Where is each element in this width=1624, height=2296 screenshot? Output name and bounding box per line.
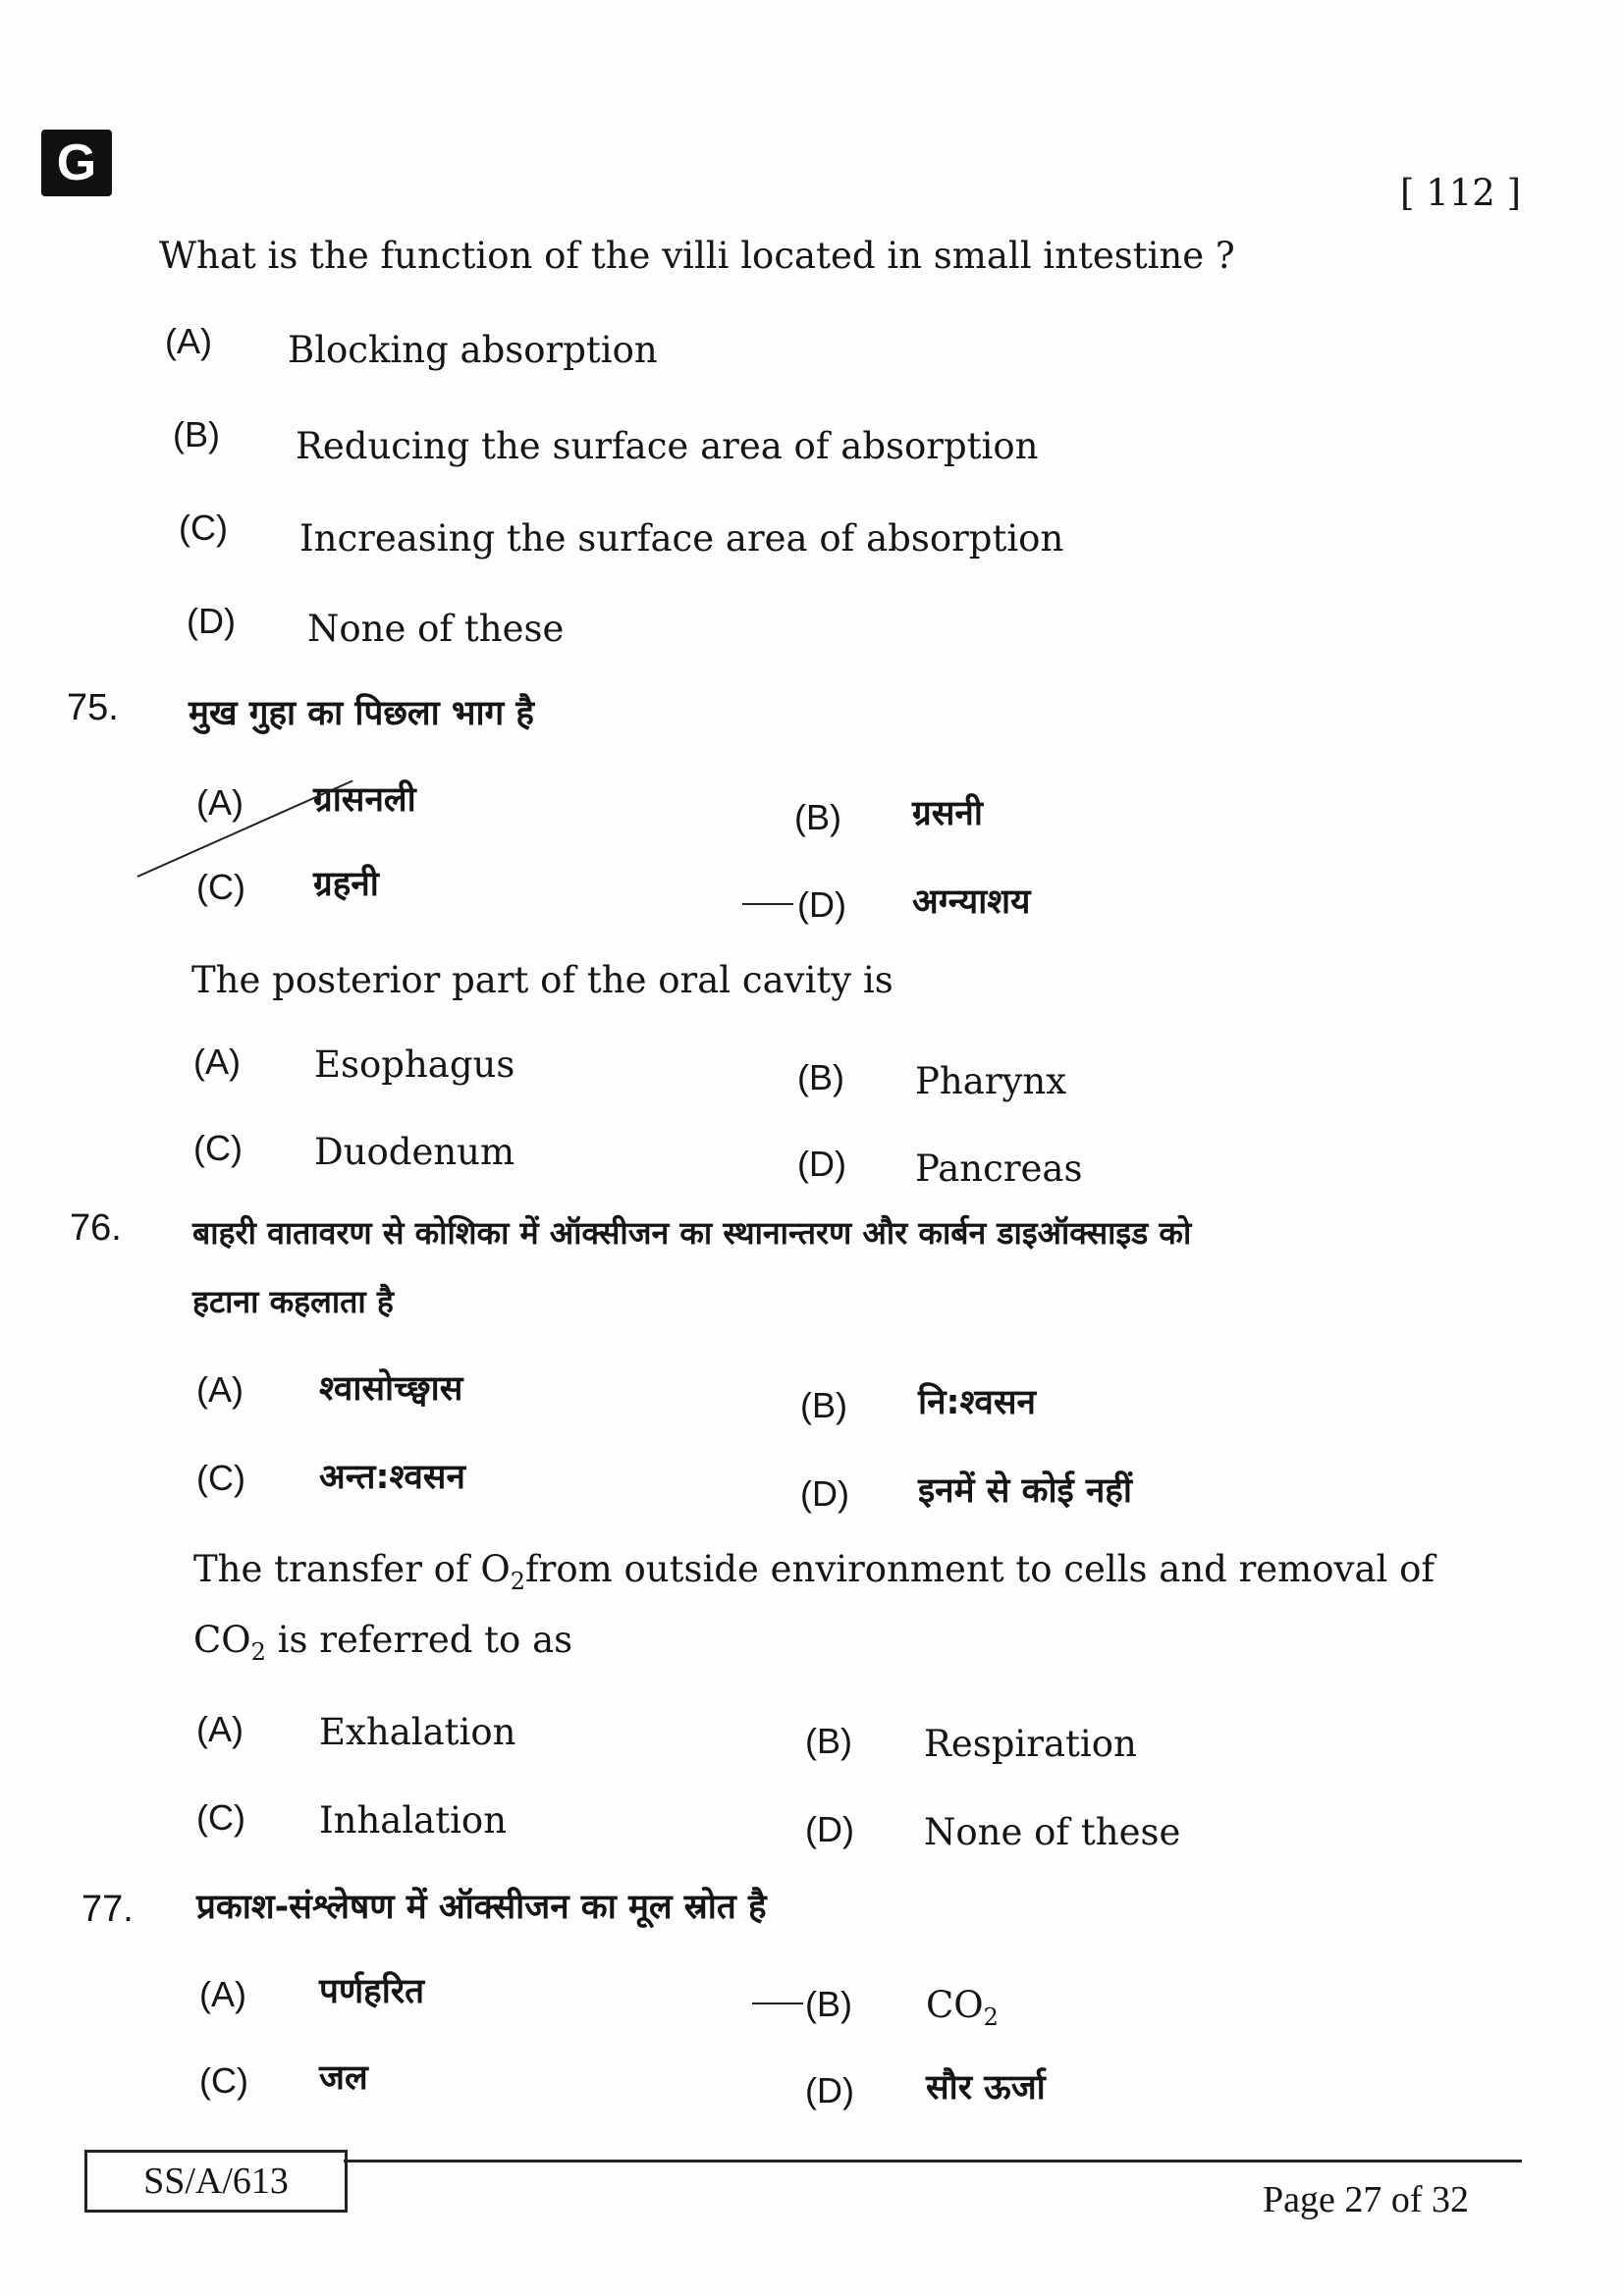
option-b-label: (B)	[805, 1984, 852, 2024]
option-b-text: Pharynx	[915, 1060, 1067, 1102]
text-segment: CO	[926, 1984, 984, 2026]
option-a-text: Blocking absorption	[288, 329, 658, 371]
pen-answer-mark	[752, 2002, 803, 2004]
question-75-hindi: मुख गुहा का पिछला भाग है	[189, 694, 535, 733]
option-a-label: (A)	[199, 1974, 246, 2014]
option-b-label: (B)	[805, 1721, 852, 1761]
option-d-label: (D)	[800, 1473, 849, 1514]
option-a-text: ग्रासनली	[313, 780, 416, 820]
pen-answer-mark	[742, 903, 793, 905]
question-74-text: What is the function of the villi located in small intestine ?	[159, 235, 1235, 277]
option-a-text: Esophagus	[314, 1043, 515, 1086]
text-segment: CO	[193, 1619, 251, 1661]
option-c-text: Inhalation	[319, 1799, 508, 1842]
option-a-label: (A)	[165, 321, 212, 361]
option-d-label: (D)	[187, 601, 236, 641]
option-b-text	[926, 1984, 999, 2031]
option-d-text: None of these	[924, 1811, 1181, 1853]
question-76-english-line2	[193, 1619, 573, 1666]
option-d-text: Pancreas	[915, 1148, 1083, 1190]
question-number: 75.	[67, 687, 119, 728]
subscript: 2	[983, 2003, 999, 2031]
subscript: 2	[250, 1638, 266, 1666]
option-d-text: None of these	[307, 608, 565, 650]
option-a-label: (A)	[196, 782, 244, 823]
question-76-hindi-line1: बाहरी वातावरण से कोशिका में ऑक्सीजन का स्थानान्तरण और कार्बन डाइऑक्साइड को	[192, 1214, 1192, 1252]
option-d-label: (D)	[797, 884, 846, 925]
question-75-english: The posterior part of the oral cavity is	[191, 959, 893, 1001]
question-76-english-line1	[193, 1548, 1435, 1595]
option-c-label: (C)	[196, 1797, 245, 1838]
option-c-text: अन्त:श्वसन	[319, 1458, 465, 1497]
text-segment: The transfer of O	[193, 1548, 511, 1590]
option-c-text: Duodenum	[314, 1131, 515, 1173]
pen-strike-mark	[137, 779, 353, 877]
question-77-hindi: प्रकाश-संश्लेषण में ऑक्सीजन का मूल स्रोत है	[196, 1888, 767, 1927]
question-number: 77.	[81, 1889, 134, 1930]
option-c-label: (C)	[196, 867, 245, 907]
option-b-text: नि:श्वसन	[918, 1383, 1036, 1422]
option-a-label: (A)	[196, 1709, 244, 1749]
option-c-text: Increasing the surface area of absorption	[299, 517, 1064, 560]
option-c-label: (C)	[196, 1458, 245, 1498]
option-a-text: पर्णहरित	[319, 1972, 425, 2011]
option-b-text: Respiration	[924, 1723, 1137, 1765]
text-segment: from outside environment to cells and removal of	[524, 1548, 1435, 1590]
option-d-text: सौर ऊर्जा	[926, 2068, 1046, 2108]
option-b-label: (B)	[800, 1385, 847, 1425]
option-b-label: (B)	[173, 414, 220, 454]
option-a-text: Exhalation	[319, 1711, 516, 1753]
text-segment: is referred to as	[265, 1619, 573, 1661]
question-76-hindi-line2: हटाना कहलाता है	[192, 1283, 394, 1320]
option-a-label: (A)	[193, 1041, 241, 1082]
option-b-label: (B)	[797, 1057, 844, 1097]
footer-rule	[344, 2160, 1522, 2163]
subscript: 2	[510, 1568, 525, 1595]
question-number: 76.	[70, 1207, 122, 1249]
option-b-text: Reducing the surface area of absorption	[296, 425, 1039, 467]
option-d-label: (D)	[805, 1809, 854, 1849]
option-c-label: (C)	[193, 1128, 243, 1168]
page-marker: [ 112 ]	[1400, 172, 1522, 214]
option-d-label: (D)	[797, 1144, 846, 1184]
option-a-text: श्वासोच्छ्वास	[319, 1369, 463, 1409]
option-c-label: (C)	[179, 507, 228, 548]
page-number: Page 27 of 32	[1263, 2179, 1470, 2220]
option-d-text: अग्न्याशय	[912, 882, 1031, 922]
option-c-text: जल	[319, 2058, 368, 2098]
option-b-text: ग्रसनी	[912, 794, 983, 833]
set-badge: G	[41, 130, 112, 196]
option-c-label: (C)	[199, 2060, 248, 2101]
option-c-text: ग्रहनी	[313, 865, 379, 904]
option-a-label: (A)	[196, 1369, 244, 1410]
paper-code: SS/A/613	[84, 2150, 348, 2213]
option-b-label: (B)	[794, 797, 841, 837]
option-d-text: इनमें से कोई नहीं	[918, 1471, 1132, 1511]
option-d-label: (D)	[805, 2070, 854, 2110]
